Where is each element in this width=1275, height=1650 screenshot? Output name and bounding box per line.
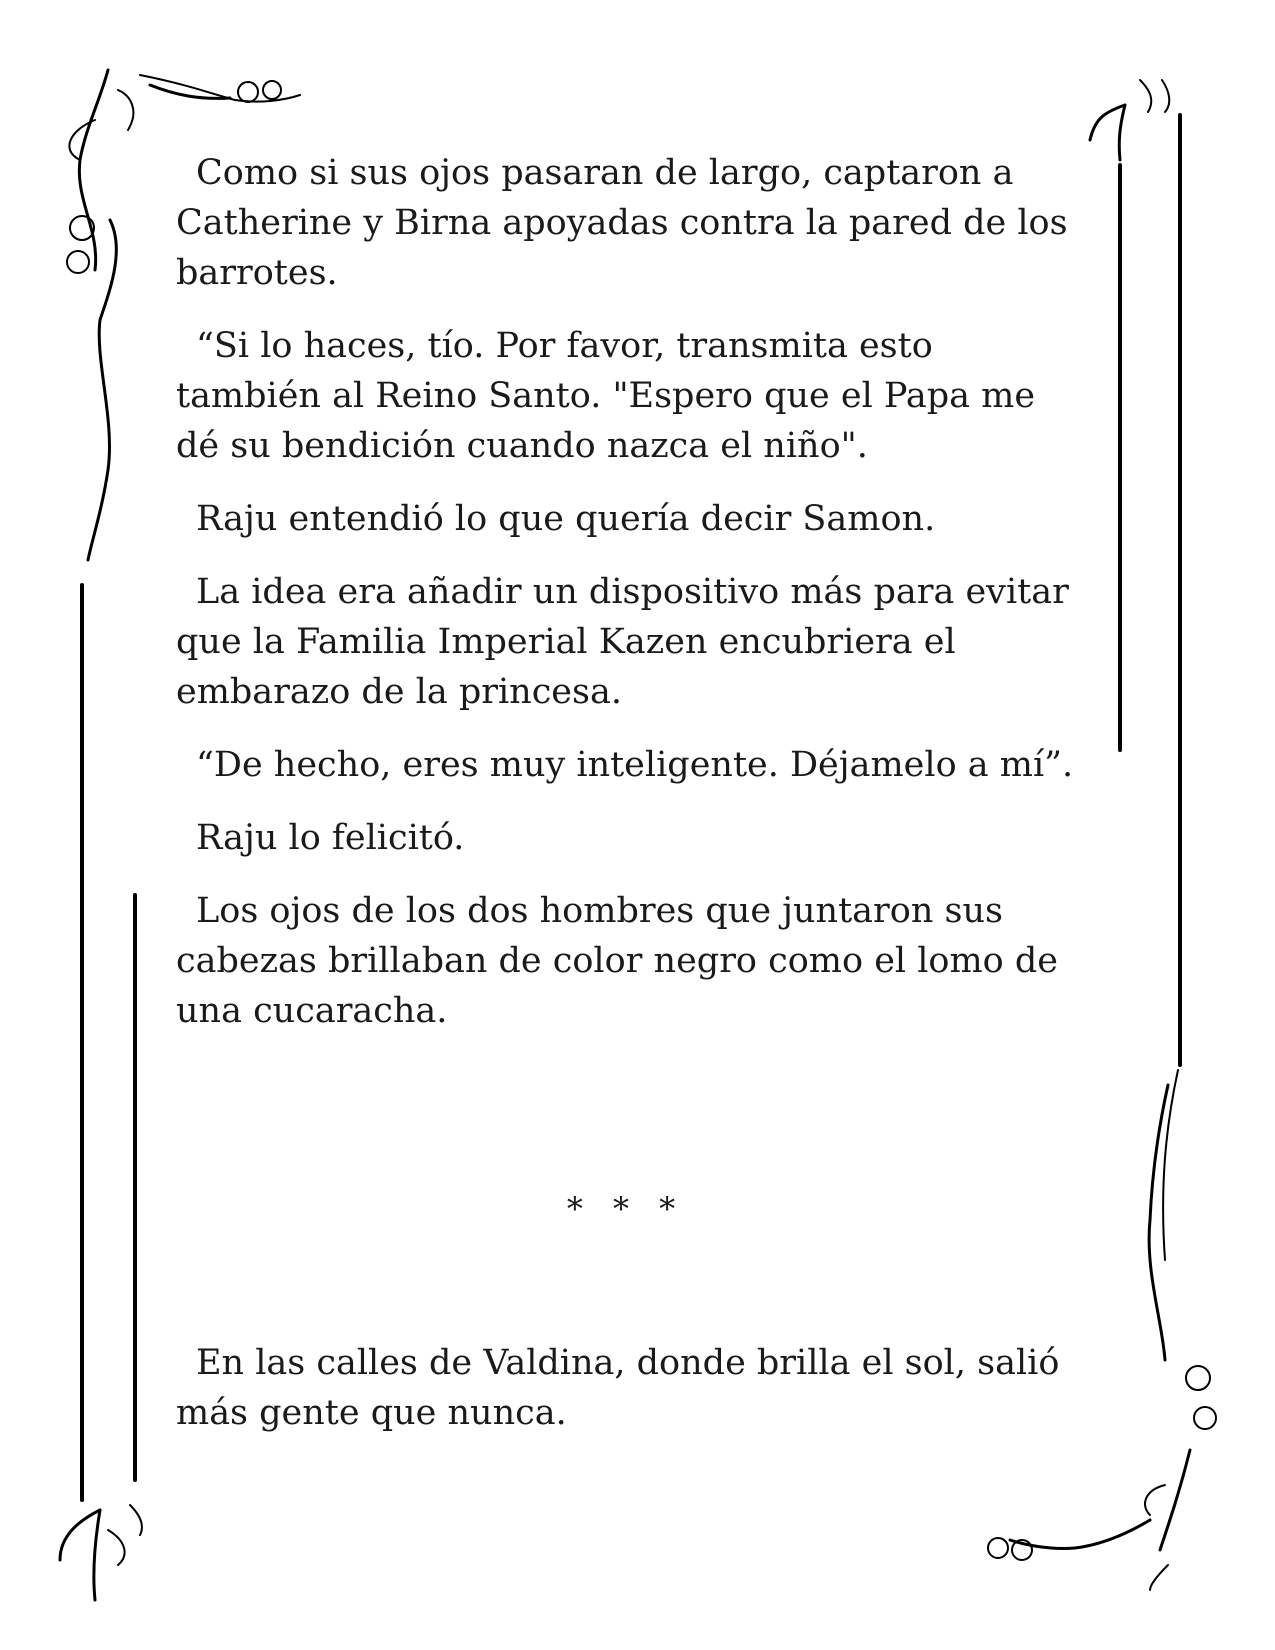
paragraph-final: En las calles de Valdina, donde brilla el sol, salió más gente que nunca. bbox=[176, 1343, 1060, 1433]
paragraph-1: Como si sus ojos pasaran de largo, captaron a Catherine y Birna apoyadas contra la pared de los barrotes. bbox=[176, 153, 1068, 293]
story-text bbox=[176, 148, 1076, 1059]
scene-break: * * * bbox=[566, 1190, 686, 1228]
paragraph-3: Raju entendió lo que quería decir Samon. bbox=[196, 499, 936, 539]
flourish-top-right-icon bbox=[1090, 80, 1180, 1065]
flourish-bottom-left-icon bbox=[60, 1505, 142, 1600]
paragraph-5: “De hecho, eres muy inteligente. Déjamelo a mí”. bbox=[196, 745, 1074, 785]
paragraph-2: “Si lo haces, tío. Por favor, transmita esto también al Reino Santo. "Espero que el Papa me dé su bendición cuando nazca el niño". bbox=[176, 326, 1036, 466]
story-text-continued bbox=[176, 1338, 1076, 1461]
flourish-bottom-right-icon bbox=[988, 1070, 1216, 1590]
paragraph-6: Raju lo felicitó. bbox=[196, 818, 465, 858]
paragraph-7: Los ojos de los dos hombres que juntaron sus cabezas brillaban de color negro como el lomo de una cucaracha. bbox=[176, 891, 1058, 1031]
paragraph-4: La idea era añadir un dispositivo más para evitar que la Familia Imperial Kazen encubriera el embarazo de la princesa. bbox=[176, 572, 1069, 712]
